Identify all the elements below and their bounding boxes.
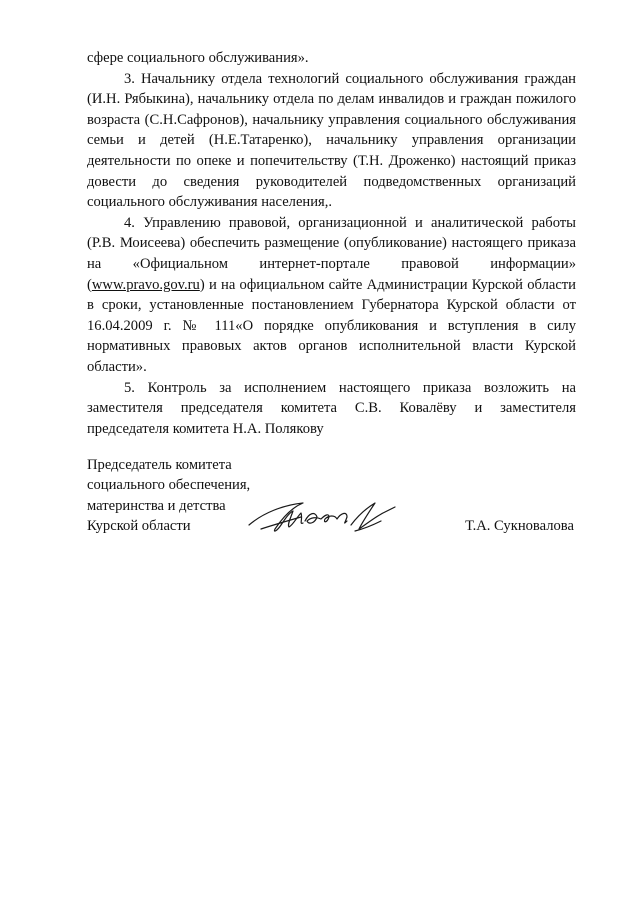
handwritten-signature [243,495,399,537]
document-body [87,48,576,439]
signatory-title-line: Курской области [87,518,191,535]
signatory-name: Т.А. Сукновалова [465,518,574,534]
paragraph-item-4 [87,213,576,378]
paragraph-continuation: сфере социального обслуживания». [87,50,309,66]
paragraph-item-5: 5. Контроль за исполнением настоящего приказа возложить на заместителя председателя комитета С.В. Ковалёву и заместителя председателя комитета Н.А. Полякову [87,379,576,437]
paragraph-item-4-text-after-link: ) и на официальном сайте Администрации Курской области в сроки, установленные постановлением Губернатора Курской области от 16.04.2009 г. № 111«О порядке опубликования и вступления в силу нормативных правовых актов органов исполнительной власти Курской области». [87,276,576,375]
signatory-title-line: Председатель комитета [87,457,232,473]
signatory-title-line: материнства и детства [87,497,226,514]
paragraph-item-3: 3. Начальнику отдела технологий социального обслуживания граждан (И.Н. Рябыкина), начальнику отдела по делам инвалидов и граждан пожилого возраста (С.Н.Сафронов), начальнику управления социального обслуживания семьи и детей (Н.Е.Татаренко), начальнику управления организации деятельности по опеке и попечительству (Т.Н. Дроженко) настоящий приказ довести до сведения руководителей подведомственных организаций социального обслуживания населения,. [87,70,576,211]
pravo-gov-link[interactable]: www.pravo.gov.ru [91,276,200,293]
paragraph-item-4-text-before-link: 4. Управлению правовой, организационной и аналитической работы (Р.В. Моисеева) обеспечить размещение (опубликование) настоящего приказа на «Официальном интернет-портале правовой информации» ( [87,214,576,293]
signatory-title-line: социального обеспечения, [87,477,251,494]
